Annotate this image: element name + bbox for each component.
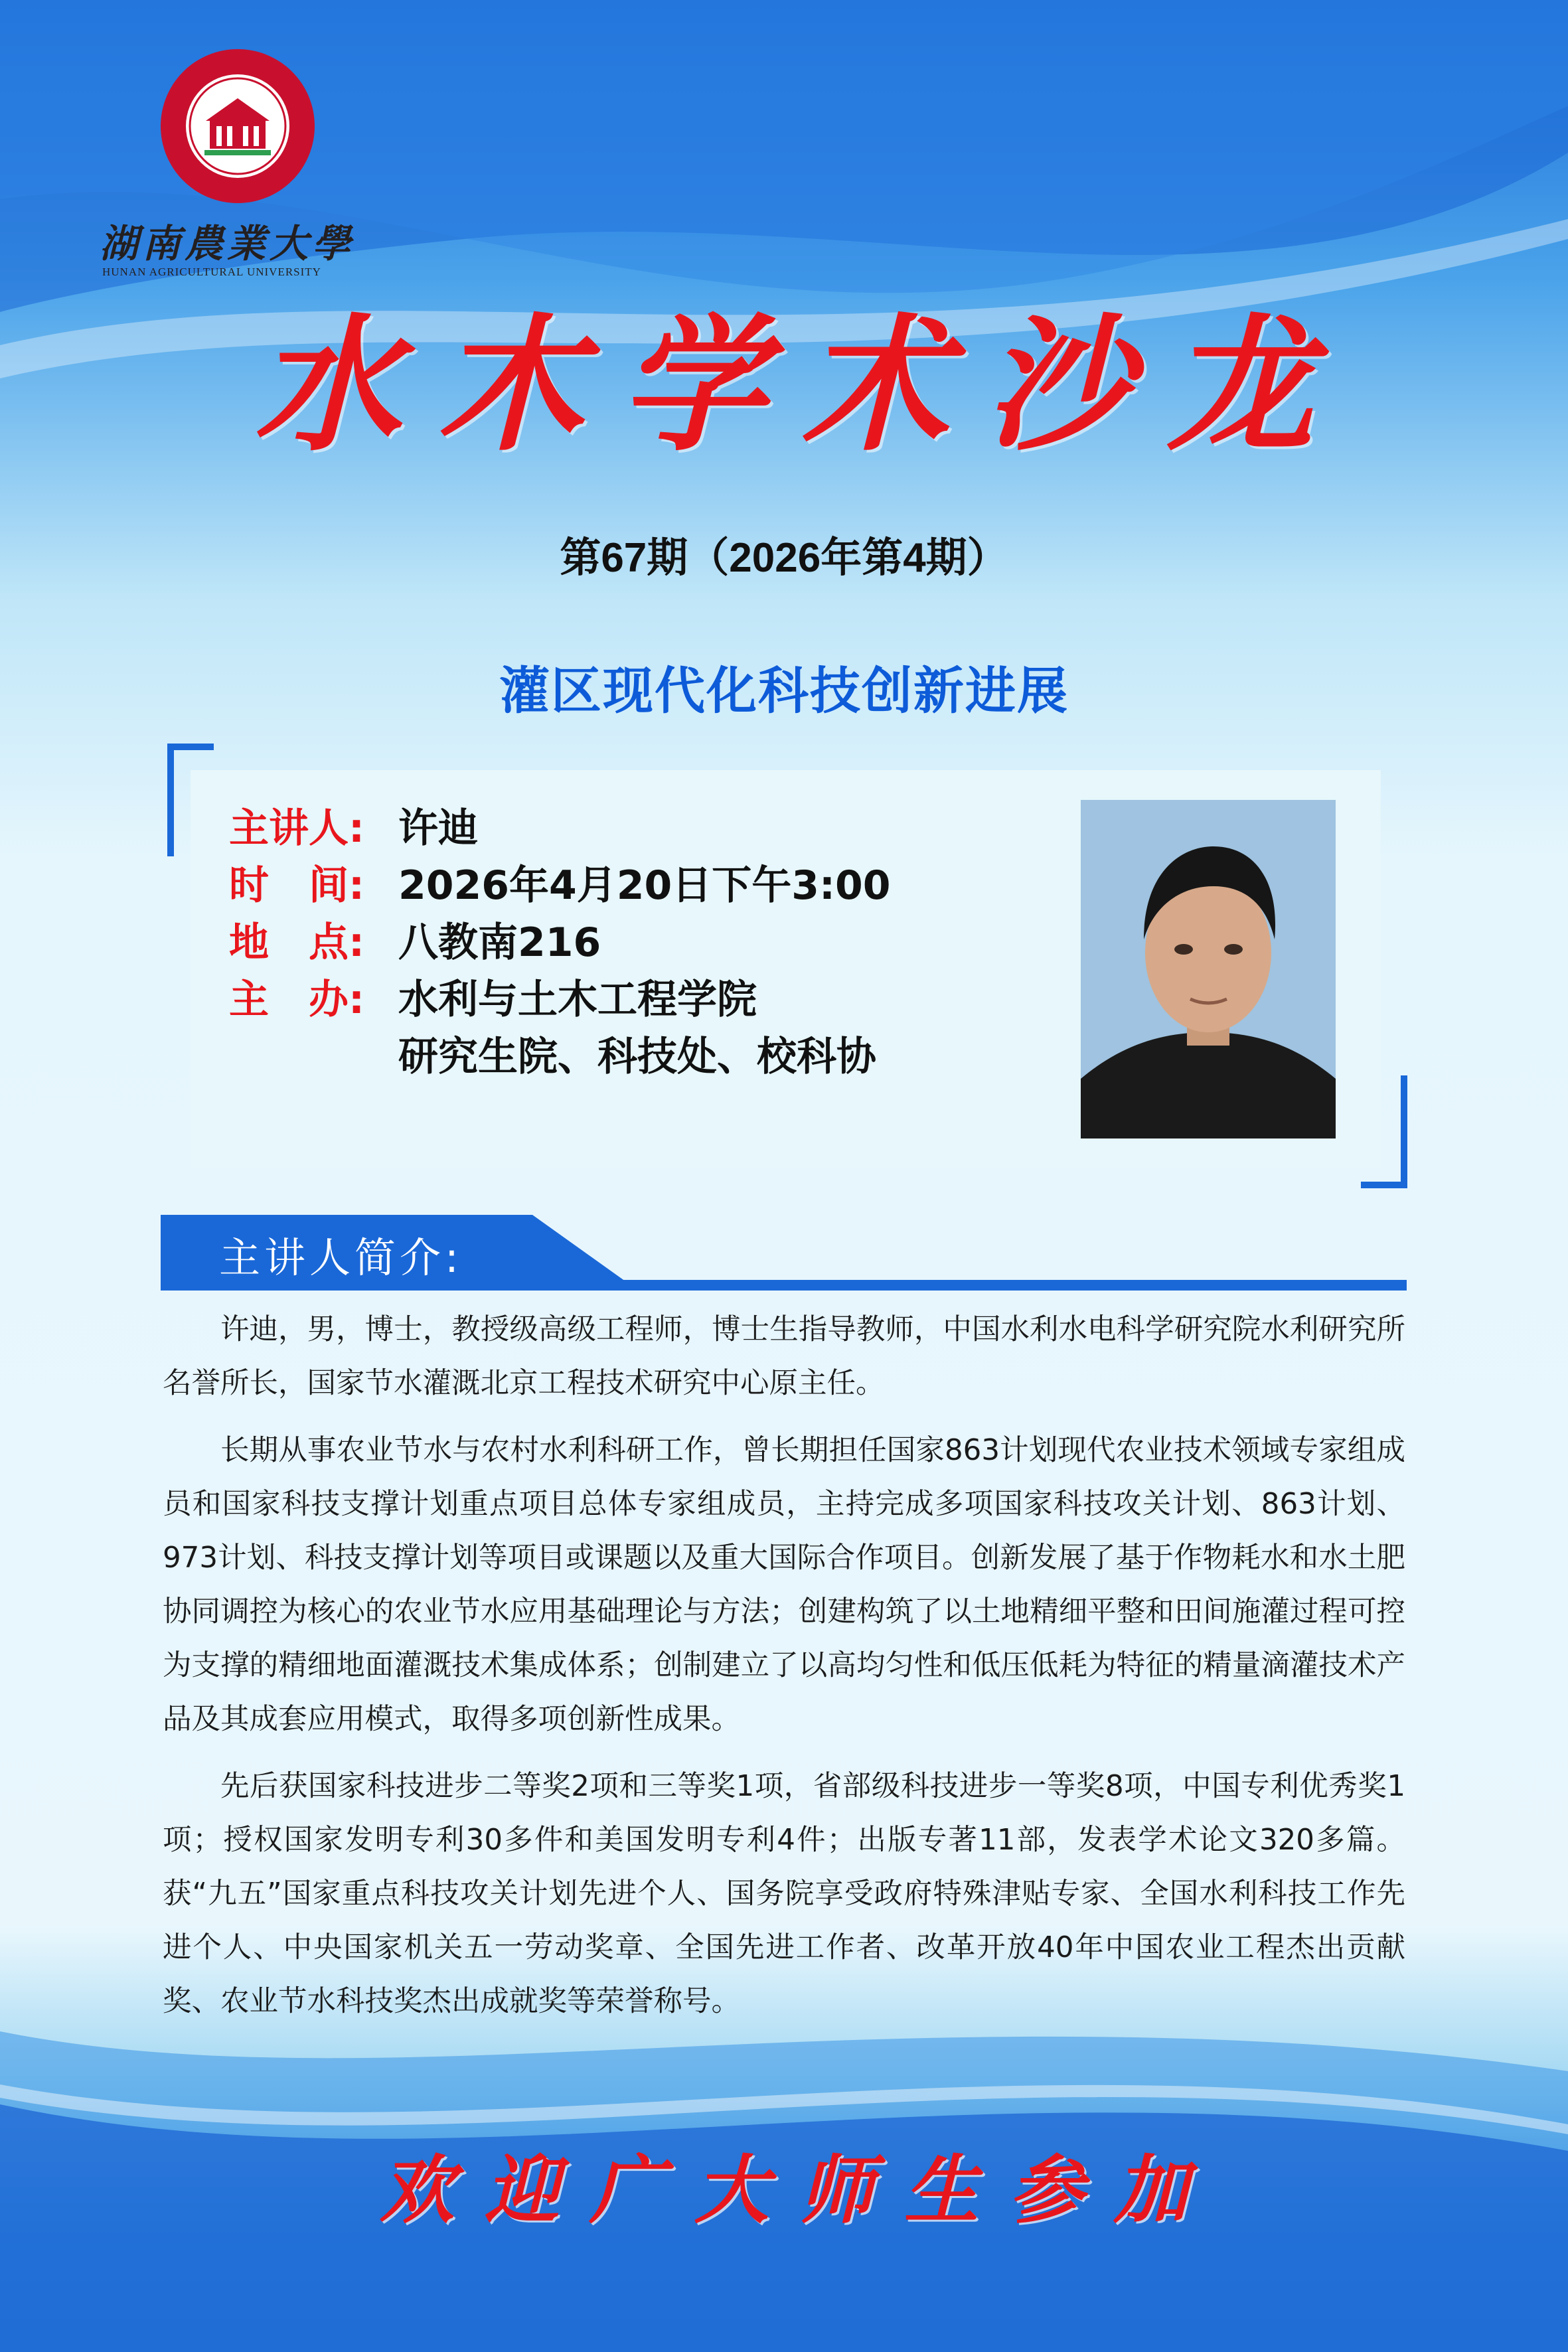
bracket-bottom-right bbox=[1361, 1075, 1407, 1188]
bio-paragraph: 长期从事农业节水与农村水利科研工作，曾长期担任国家863计划现代农业技术领域专家组成员和国家科技支撑计划重点项目总体专家组成员，主持完成多项国家科技攻关计划、863计划、973计划、科技支撑计划等项目或课题以及重大国际合作项目。创新发展了基于作物耗水和水土肥协同调控为核心的农业节水应用基础理论与方法；创建构筑了以土地精细平整和田间施灌过程可控为支撑的精细地面灌溉技术集成体系；创制建立了以高均匀性和低压低耗为特征的精量滴灌技术产品及其成套应用模式，取得多项创新性成果。 bbox=[163, 1434, 1405, 1736]
university-name-en: HUNAN AGRICULTURAL UNIVERSITY bbox=[102, 266, 321, 278]
issue-number: 第67期（2026年第4期） bbox=[560, 535, 1008, 581]
place-value: 八教南216 bbox=[398, 919, 601, 966]
place-label: 地 点: bbox=[229, 919, 364, 966]
intro-title: 主讲人简介: bbox=[219, 1233, 463, 1282]
time-label: 时 间: bbox=[229, 862, 364, 909]
time-value: 2026年4月20日下午3:00 bbox=[398, 862, 891, 909]
main-title: 水木学术沙龙 bbox=[254, 299, 1350, 471]
closing-welcome: 欢迎广大师生参加 bbox=[380, 2147, 1219, 2234]
bio-paragraph: 许迪，男，博士，教授级高级工程师，博士生指导教师，中国水利水电科学研究院水利研究所名誉所长，国家节水灌溉北京工程技术研究中心原主任。 bbox=[163, 1313, 1405, 1400]
university-seal-icon bbox=[158, 46, 317, 206]
speaker-label: 主讲人: bbox=[229, 805, 364, 852]
speaker-name: 许迪 bbox=[398, 805, 478, 852]
university-name-cn: 湖南農業大學 bbox=[100, 221, 355, 266]
bracket-top-left bbox=[167, 744, 214, 856]
host-value-1: 水利与土木工程学院 bbox=[398, 977, 757, 1023]
host-label: 主 办: bbox=[229, 977, 364, 1023]
university-logo bbox=[100, 46, 392, 278]
bio-paragraph: 先后获国家科技进步二等奖2项和三等奖1项，省部级科技进步一等奖8项，中国专利优秀奖1项；授权国家发明专利30多件和美国发明专利4件；出版专著11部，发表学术论文320多篇。获“九五”国家重点科技攻关计划先进个人、国务院享受政府特殊津贴专家、全国水利科技工作先进个人、中央国家机关五一劳动奖章、全国先进工作者、改革开放40年中国农业工程杰出贡献奖、农业节水科技奖杰出成就奖等荣誉称号。 bbox=[163, 1770, 1405, 2018]
speaker-bio bbox=[163, 1303, 1405, 2042]
speaker-photo bbox=[1081, 800, 1336, 1138]
host-value-2: 研究生院、科技处、校科协 bbox=[398, 1034, 876, 1080]
lecture-subtitle: 灌区现代化科技创新进展 bbox=[499, 661, 1069, 720]
